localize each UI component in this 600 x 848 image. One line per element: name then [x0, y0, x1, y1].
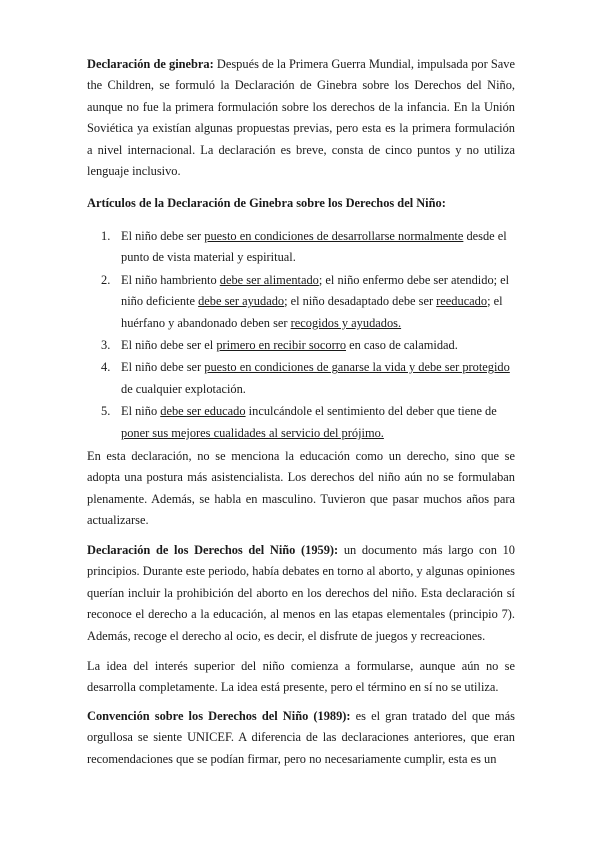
article-underlined: debe ser alimentado — [219, 272, 319, 287]
article-text: El niño — [121, 404, 161, 419]
article-text: en caso de calamidad. — [346, 338, 458, 353]
article-number: 5. — [101, 404, 111, 419]
article-text: de cualquier explotación. — [121, 381, 246, 396]
article-text: desde el punto de vista material y espiritual. — [121, 229, 507, 265]
paragraph-1959-text: un documento más largo con 10 principios. Durante este periodo, había debates en torno al aborto, y algunas opiniones querían incluir la prohibición del aborto en los derechos del niño. Esta declaración sí reconoce el derecho a la educación, al menos en las etapas elementales (principio 7). Además, recoge el derecho al ocio, es decir, el disfrute de juegos y recreaciones. — [87, 543, 515, 643]
article-underlined: primero en recibir socorro — [216, 338, 347, 353]
article-underlined: debe ser educado — [160, 404, 246, 419]
article-item — [87, 270, 515, 334]
article-underlined: puesto en condiciones de desarrollarse normalmente — [204, 229, 464, 243]
article-underlined: poner sus mejores cualidades al servicio del prójimo. — [121, 425, 384, 440]
paragraph-1959-title: Declaración de los Derechos del Niño (1959): — [87, 543, 339, 557]
paragraph-declaracion-1959 — [87, 540, 515, 647]
paragraph-1989-text: es el gran tratado del que más orgullosa se siente UNICEF. A diferencia de las declaraciones anteriores, que eran recomendaciones que se podían firmar, pero no necesariamente cumplir, esta es un — [87, 709, 515, 766]
article-text: El niño debe ser el — [121, 338, 217, 353]
article-number: 1. — [101, 229, 111, 243]
article-number: 4. — [101, 360, 111, 375]
paragraph-ginebra-text: Después de la Primera Guerra Mundial, impulsada por Save the Children, se formuló la Declaración de Ginebra sobre los Derechos del Niño, aunque no fue la primera formulación sobre los derechos de la infancia. En la Unión Soviética ya existían algunas propuestas previas, pero esta es la primera formulación a nivel internacional. La declaración es breve, consta de cinco puntos y no utiliza lenguaje inclusivo. — [87, 57, 515, 179]
paragraph-ginebra-title: Declaración de ginebra: — [87, 57, 214, 71]
articles-list — [87, 226, 515, 445]
paragraph-interes-superior: La idea del interés superior del niño comienza a formularse, aunque aún no se desarrolla completamente. La idea está presente, pero el término en sí no se utiliza. — [87, 659, 515, 695]
article-underlined: recogidos y ayudados. — [290, 315, 402, 330]
article-item — [87, 226, 515, 269]
article-text: inculcándole el sentimiento del deber que tiene de — [245, 404, 497, 419]
article-underlined: puesto en condiciones de ganarse la vida y debe ser protegido — [204, 360, 510, 375]
article-number: 3. — [101, 338, 111, 353]
paragraph-asistencialista: En esta declaración, no se menciona la educación como un derecho, sino que se adopta una postura más asistencialista. Los derechos del niño aún no se formulaban plenamente. Además, se habla en masculino. Tuvieron que pasar muchos años para actualizarse. — [87, 449, 515, 528]
article-text: El niño debe ser — [121, 229, 205, 243]
article-item — [87, 401, 515, 444]
article-text: El niño debe ser — [121, 360, 205, 375]
paragraph-convencion-1989 — [87, 706, 515, 770]
article-text: ; el niño desadaptado debe ser — [284, 294, 437, 309]
paragraph-1989-title: Convención sobre los Derechos del Niño (1989): — [87, 709, 351, 723]
article-item — [87, 357, 515, 400]
article-text: ; el huérfano y abandonado deben ser — [121, 294, 503, 330]
article-text: El niño hambriento — [121, 272, 220, 287]
paragraph-ginebra — [87, 54, 515, 182]
article-text: ; el niño enfermo debe ser atendido; el niño deficiente — [121, 272, 510, 309]
article-item — [87, 335, 515, 356]
article-number: 2. — [101, 272, 111, 287]
article-underlined: reeducado — [436, 294, 488, 309]
articles-heading: Artículos de la Declaración de Ginebra sobre los Derechos del Niño: — [87, 196, 446, 210]
article-underlined: debe ser ayudado — [198, 294, 285, 309]
